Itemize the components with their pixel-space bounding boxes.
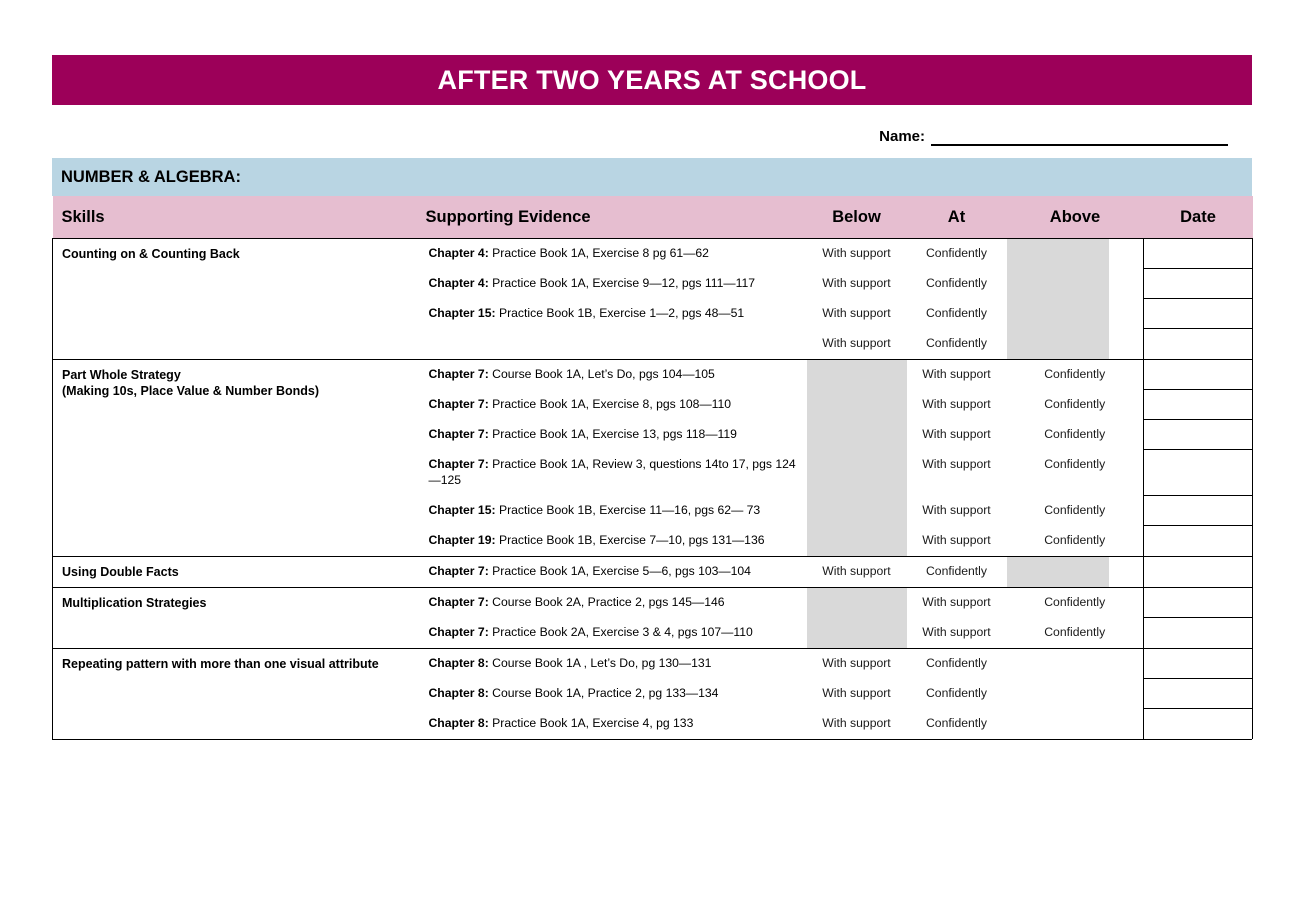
skill-title: Counting on & Counting Back	[62, 247, 240, 261]
skill-subtitle: (Making 10s, Place Value & Number Bonds)	[62, 383, 320, 398]
mark-at[interactable]: With support	[922, 397, 991, 411]
date-entry-box[interactable]	[1144, 239, 1252, 269]
evidence-detail: Practice Book 1B, Exercise 11—16, pgs 62— 73	[495, 503, 761, 517]
date-entry-box[interactable]	[1144, 588, 1252, 618]
column-header-below: Below	[807, 196, 907, 239]
skill-title: Multiplication Strategies	[62, 596, 207, 610]
date-cell	[1144, 239, 1253, 360]
mark-above[interactable]	[1007, 329, 1144, 359]
mark-below[interactable]: With support	[822, 336, 891, 350]
date-entry-box[interactable]	[1144, 526, 1252, 556]
mark-below[interactable]	[807, 420, 907, 450]
evidence-chapter: Chapter 7:	[428, 595, 489, 609]
mark-column-above[interactable]	[1007, 239, 1144, 360]
mark-at[interactable]: Confidently	[926, 686, 987, 700]
evidence-line	[421, 526, 807, 556]
evidence-cell	[421, 557, 807, 588]
mark-column-at[interactable]	[907, 588, 1007, 649]
evidence-line	[421, 360, 807, 390]
mark-column-at[interactable]	[907, 239, 1007, 360]
date-entry-box[interactable]	[1144, 299, 1252, 329]
date-cell	[1144, 557, 1253, 588]
evidence-line	[421, 390, 807, 420]
evidence-chapter: Chapter 7:	[428, 625, 489, 639]
evidence-line	[421, 450, 807, 496]
mark-above[interactable]: Confidently	[1044, 367, 1106, 381]
mark-above[interactable]: Confidently	[1044, 625, 1106, 639]
date-entry-box[interactable]	[1144, 269, 1252, 299]
skill-group-row	[53, 360, 1253, 557]
mark-below[interactable]: With support	[822, 686, 891, 700]
evidence-chapter: Chapter 19:	[428, 533, 496, 547]
name-input-line[interactable]	[931, 129, 1228, 146]
mark-above[interactable]: Confidently	[1044, 595, 1106, 609]
page-title: AFTER TWO YEARS AT SCHOOL	[437, 64, 867, 95]
evidence-cell	[421, 239, 807, 360]
evidence-cell	[421, 649, 807, 740]
skill-group-row	[53, 557, 1253, 588]
mark-at[interactable]: With support	[922, 503, 991, 517]
mark-column-below[interactable]	[807, 557, 907, 588]
column-header-evidence: Supporting Evidence	[421, 196, 807, 239]
evidence-chapter: Chapter 7:	[428, 564, 489, 578]
section-header-label: NUMBER & ALGEBRA:	[61, 167, 241, 186]
evidence-detail: Practice Book 1A, Exercise 8 pg 61—62	[488, 246, 709, 260]
mark-at[interactable]: Confidently	[926, 656, 987, 670]
evidence-chapter: Chapter 8:	[428, 716, 489, 730]
mark-at[interactable]: With support	[922, 625, 991, 639]
evidence-line	[421, 588, 807, 618]
evidence-detail: Practice Book 2A, Exercise 3 & 4, pgs 107—110	[488, 625, 753, 639]
mark-at[interactable]: Confidently	[926, 716, 987, 730]
mark-below[interactable]	[807, 588, 907, 618]
evidence-line	[421, 329, 807, 359]
evidence-chapter: Chapter 15:	[428, 503, 496, 517]
evidence-line	[421, 557, 807, 587]
evidence-cell	[421, 360, 807, 557]
skill-title: Part Whole Strategy	[62, 368, 181, 382]
mark-column-below[interactable]	[807, 649, 907, 740]
date-entry-box[interactable]	[1144, 450, 1252, 496]
date-entry-box[interactable]	[1144, 709, 1252, 739]
evidence-detail: Course Book 1A, Let’s Do, pgs 104—105	[488, 367, 715, 381]
mark-at[interactable]: Confidently	[926, 306, 987, 320]
skill-group-row	[53, 588, 1253, 649]
date-entry-box[interactable]	[1144, 360, 1252, 390]
mark-above[interactable]	[1007, 649, 1144, 679]
column-header-skills: Skills	[53, 196, 421, 239]
mark-above[interactable]: Confidently	[1044, 503, 1106, 517]
date-entry-box[interactable]	[1144, 329, 1252, 359]
skill-title: Using Double Facts	[62, 565, 179, 579]
date-entry-box[interactable]	[1144, 679, 1252, 709]
evidence-line	[421, 420, 807, 450]
evidence-detail: Course Book 1A, Practice 2, pg 133—134	[488, 686, 719, 700]
evidence-line	[421, 709, 807, 739]
mark-below[interactable]	[807, 360, 907, 390]
mark-below[interactable]: With support	[822, 564, 891, 578]
mark-column-above[interactable]	[1007, 588, 1144, 649]
mark-above[interactable]	[1007, 679, 1144, 709]
mark-above[interactable]	[1007, 269, 1144, 299]
date-entry-box[interactable]	[1144, 496, 1252, 526]
mark-below[interactable]: With support	[822, 716, 891, 730]
table-body	[53, 239, 1253, 740]
name-label: Name:	[879, 128, 925, 145]
mark-at[interactable]: Confidently	[926, 336, 987, 350]
mark-below[interactable]: With support	[822, 246, 891, 260]
mark-above[interactable]	[1007, 239, 1144, 269]
mark-at[interactable]: Confidently	[926, 276, 987, 290]
skill-name-cell	[53, 588, 421, 649]
mark-at[interactable]: With support	[922, 533, 991, 547]
evidence-chapter: Chapter 8:	[428, 656, 489, 670]
mark-below[interactable]	[807, 450, 907, 496]
skills-table	[52, 196, 1253, 739]
mark-above[interactable]: Confidently	[1044, 397, 1106, 411]
date-entry-box[interactable]	[1144, 557, 1252, 587]
mark-below[interactable]	[807, 526, 907, 556]
skill-group-row	[53, 239, 1253, 360]
mark-above[interactable]	[1007, 709, 1144, 739]
mark-column-above[interactable]	[1007, 557, 1144, 588]
mark-at[interactable]: Confidently	[926, 246, 987, 260]
evidence-line	[421, 496, 807, 526]
mark-at[interactable]: Confidently	[926, 564, 987, 578]
evidence-chapter: Chapter 7:	[428, 367, 489, 381]
name-field-row	[52, 118, 1252, 146]
mark-above[interactable]: Confidently	[1044, 457, 1106, 471]
mark-above[interactable]	[1007, 299, 1144, 329]
skill-name-cell	[53, 649, 421, 740]
mark-above[interactable]: Confidently	[1044, 427, 1106, 441]
section-header-number-algebra	[52, 158, 1252, 196]
evidence-line	[421, 649, 807, 679]
skill-title: Repeating pattern with more than one visual attribute	[62, 657, 379, 671]
evidence-chapter: Chapter 4:	[428, 276, 489, 290]
evidence-cell	[421, 588, 807, 649]
title-banner	[52, 55, 1252, 105]
date-entry-box[interactable]	[1144, 420, 1252, 450]
mark-column-below[interactable]	[807, 360, 907, 557]
skill-name-cell	[53, 360, 421, 557]
evidence-detail: Practice Book 1A, Exercise 13, pgs 118—119	[488, 427, 737, 441]
mark-column-below[interactable]	[807, 239, 907, 360]
mark-column-at[interactable]	[907, 649, 1007, 740]
evidence-detail: Course Book 2A, Practice 2, pgs 145—146	[488, 595, 725, 609]
mark-at[interactable]: With support	[922, 367, 991, 381]
mark-at[interactable]: With support	[922, 427, 991, 441]
mark-below[interactable]	[807, 496, 907, 526]
evidence-detail: Practice Book 1A, Exercise 4, pg 133	[488, 716, 694, 730]
mark-below[interactable]	[807, 618, 907, 648]
table-header	[53, 196, 1253, 239]
evidence-detail: Practice Book 1A, Review 3, questions 14to 17, pgs 124—125	[428, 457, 796, 487]
evidence-chapter: Chapter 8:	[428, 686, 489, 700]
column-header-above: Above	[1007, 196, 1144, 239]
column-header-date: Date	[1144, 196, 1253, 239]
assessment-sheet	[52, 158, 1252, 740]
mark-below[interactable]	[807, 390, 907, 420]
date-cell	[1144, 588, 1253, 649]
mark-above[interactable]: Confidently	[1044, 533, 1106, 547]
mark-below[interactable]: With support	[822, 306, 891, 320]
table-header-row	[53, 196, 1253, 239]
column-header-at: At	[907, 196, 1007, 239]
mark-at[interactable]: With support	[922, 595, 991, 609]
mark-column-at[interactable]	[907, 360, 1007, 557]
mark-below[interactable]: With support	[822, 276, 891, 290]
date-cell	[1144, 649, 1253, 740]
evidence-detail: Practice Book 1A, Exercise 8, pgs 108—110	[488, 397, 732, 411]
evidence-chapter: Chapter 7:	[428, 427, 489, 441]
mark-column-at[interactable]	[907, 557, 1007, 588]
date-entry-box[interactable]	[1144, 390, 1252, 420]
skill-group-row	[53, 649, 1253, 740]
evidence-line	[421, 299, 807, 329]
date-entry-box[interactable]	[1144, 649, 1252, 679]
mark-above[interactable]	[1007, 557, 1144, 587]
date-entry-box[interactable]	[1144, 618, 1252, 648]
evidence-chapter: Chapter 7:	[428, 457, 489, 471]
evidence-detail: Practice Book 1A, Exercise 5—6, pgs 103—104	[488, 564, 751, 578]
evidence-line	[421, 679, 807, 709]
mark-below[interactable]: With support	[822, 656, 891, 670]
skill-name-cell	[53, 557, 421, 588]
table-bottom-border	[52, 739, 1252, 740]
mark-at[interactable]: With support	[922, 457, 991, 471]
evidence-line	[421, 239, 807, 269]
evidence-chapter: Chapter 4:	[428, 246, 489, 260]
evidence-chapter: Chapter 7:	[428, 397, 489, 411]
mark-column-above[interactable]	[1007, 360, 1144, 557]
mark-column-below[interactable]	[807, 588, 907, 649]
date-cell	[1144, 360, 1253, 557]
evidence-detail: Practice Book 1B, Exercise 1—2, pgs 48—51	[495, 306, 745, 320]
mark-column-above[interactable]	[1007, 649, 1144, 740]
evidence-detail: Course Book 1A , Let’s Do, pg 130—131	[488, 656, 712, 670]
evidence-line	[421, 618, 807, 648]
evidence-detail: Practice Book 1B, Exercise 7—10, pgs 131—136	[495, 533, 765, 547]
evidence-chapter: Chapter 15:	[428, 306, 496, 320]
evidence-line	[421, 269, 807, 299]
skill-name-cell	[53, 239, 421, 360]
evidence-detail: Practice Book 1A, Exercise 9—12, pgs 111—117	[488, 276, 756, 290]
